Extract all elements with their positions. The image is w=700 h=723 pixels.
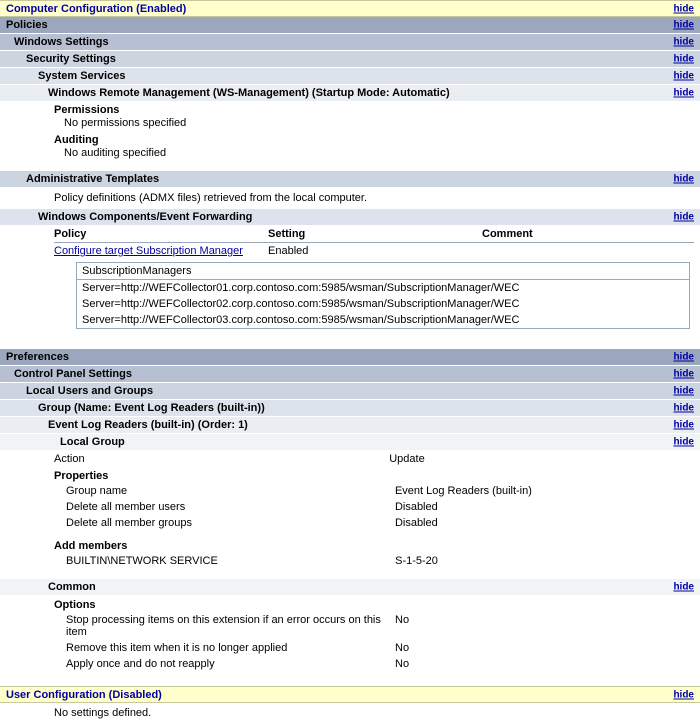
subscription-managers-box [76,262,690,329]
user-configuration-note: No settings defined. [54,707,152,719]
hide-link-local-group[interactable]: hide [673,436,694,448]
properties-title: Properties [54,470,109,482]
detail-row [54,451,694,467]
option-value: No [395,614,410,626]
permissions-value: No permissions specified [64,117,187,129]
member-value: S-1-5-20 [395,555,438,567]
option-label: Apply once and do not reapply [66,658,215,670]
section-policies[interactable] [0,17,700,34]
windows-settings-title: Windows Settings [14,36,109,48]
admx-note: Policy definitions (ADMX files) retrieved from the local computer. [54,192,368,204]
list-item: Server=http://WEFCollector02.corp.contoso.com:5985/wsman/SubscriptionManager/WEC [82,298,520,310]
policy-link-subscription-manager[interactable]: Configure target Subscription Manager [54,245,243,257]
policy-setting-value: Enabled [268,245,309,257]
section-security-settings[interactable] [0,51,700,68]
section-winrm-service[interactable] [0,85,700,102]
winrm-service-title: Windows Remote Management (WS-Management) (Startup Mode: Automatic) [48,87,450,99]
hide-link-group[interactable]: hide [673,402,694,414]
group-title: Group (Name: Event Log Readers (built-in)) [38,402,265,414]
section-computer-configuration[interactable] [0,0,700,17]
hide-link-group-order[interactable]: hide [673,419,694,431]
section-windows-settings[interactable] [0,34,700,51]
spacer [0,569,700,579]
property-value: Event Log Readers (built-in) [394,485,532,497]
section-control-panel-settings[interactable] [0,366,700,383]
action-value: Update [389,453,425,465]
preferences-title: Preferences [6,351,69,363]
auditing-title: Auditing [54,134,99,146]
detail-row [54,499,694,515]
option-value: No [395,658,410,670]
hide-link-user-configuration[interactable]: hide [673,689,694,700]
subscription-managers-header: SubscriptionManagers [77,263,689,280]
spacer [0,672,700,686]
detail-row [54,515,694,531]
local-group-details [54,451,694,467]
members-table [54,553,694,569]
option-value: No [395,642,410,654]
detail-row [54,656,694,672]
section-user-configuration[interactable] [0,686,700,703]
hide-link-security-settings[interactable]: hide [673,53,694,65]
section-administrative-templates[interactable] [0,171,700,188]
section-system-services[interactable] [0,68,700,85]
hide-link-event-forwarding[interactable]: hide [673,211,694,223]
section-local-group[interactable] [0,434,700,451]
policy-comment-value [482,243,694,260]
property-label: Group name [66,485,128,497]
list-item: Server=http://WEFCollector03.corp.contoso.com:5985/wsman/SubscriptionManager/WEC [82,314,520,326]
section-local-users-and-groups[interactable] [0,383,700,400]
hide-link-preferences[interactable]: hide [673,351,694,363]
hide-link-local-users-and-groups[interactable]: hide [673,385,694,397]
hide-link-computer-configuration[interactable]: hide [673,3,694,14]
options-table [54,612,694,672]
common-title: Common [48,581,96,593]
system-services-title: System Services [38,70,126,82]
local-group-title: Local Group [60,436,125,448]
local-users-and-groups-title: Local Users and Groups [26,385,154,397]
hide-link-windows-settings[interactable]: hide [673,36,694,48]
property-label: Delete all member users [66,501,186,513]
action-label: Action [54,453,85,465]
administrative-templates-title: Administrative Templates [26,173,160,185]
section-common[interactable] [0,579,700,596]
hide-link-administrative-templates[interactable]: hide [673,173,694,185]
list-item: Server=http://WEFCollector01.corp.contoso.com:5985/wsman/SubscriptionManager/WEC [82,282,520,294]
option-label: Remove this item when it is no longer applied [66,642,288,654]
computer-configuration-title: Computer Configuration (Enabled) [6,3,187,15]
col-setting: Setting [268,226,482,243]
spacer [0,162,700,171]
section-group-order[interactable] [0,417,700,434]
hide-link-common[interactable]: hide [673,581,694,593]
property-label: Delete all member groups [66,517,192,529]
hide-link-system-services[interactable]: hide [673,70,694,82]
table-header-row [54,226,694,243]
auditing-value: No auditing specified [64,147,167,159]
table-row [54,243,694,260]
add-members-title: Add members [54,540,128,552]
event-forwarding-title: Windows Components/Event Forwarding [38,211,253,223]
hide-link-winrm-service[interactable]: hide [673,87,694,99]
properties-table [54,483,694,531]
option-label: Stop processing items on this extension if an error occurs on this item [66,614,381,638]
options-title: Options [54,599,96,611]
col-comment: Comment [482,226,694,243]
user-configuration-title: User Configuration (Disabled) [6,689,162,701]
section-group[interactable] [0,400,700,417]
permissions-title: Permissions [54,104,120,116]
security-settings-title: Security Settings [26,53,116,65]
member-label: BUILTIN\NETWORK SERVICE [66,555,218,567]
hide-link-policies[interactable]: hide [673,19,694,31]
property-value: Disabled [394,517,438,529]
control-panel-settings-title: Control Panel Settings [14,368,132,380]
section-preferences[interactable] [0,349,700,366]
event-forwarding-table [54,226,694,259]
group-order-title: Event Log Readers (built-in) (Order: 1) [48,419,248,431]
detail-row [54,483,694,499]
detail-row [54,553,694,569]
hide-link-control-panel-settings[interactable]: hide [673,368,694,380]
property-value: Disabled [394,501,438,513]
detail-row [54,640,694,656]
col-policy: Policy [54,226,268,243]
section-event-forwarding[interactable] [0,209,700,226]
policies-title: Policies [6,19,48,31]
detail-row [54,612,694,640]
spacer [0,335,700,349]
